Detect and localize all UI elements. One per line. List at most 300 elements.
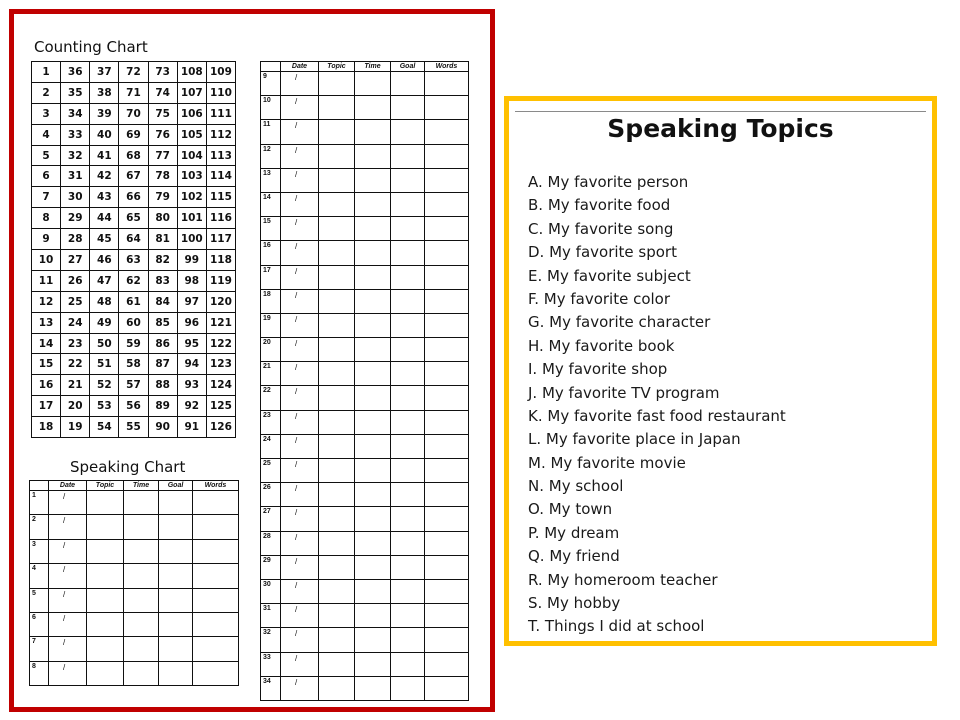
blank-cell: [87, 661, 124, 685]
blank-cell: [87, 588, 124, 612]
topic-item: J. My favorite TV program: [528, 383, 720, 402]
counting-cell: 70: [119, 103, 148, 124]
row-number: 26: [261, 483, 281, 507]
date-cell: /: [281, 579, 319, 603]
counting-row: [32, 270, 236, 291]
counting-cell: 95: [177, 333, 206, 354]
blank-cell: [391, 483, 425, 507]
speaking-row: [30, 491, 239, 515]
date-cell: /: [281, 410, 319, 434]
counting-cell: 80: [148, 208, 177, 229]
blank-cell: [124, 637, 159, 661]
counting-cell: 8: [32, 208, 61, 229]
counting-cell: 9: [32, 229, 61, 250]
blank-cell: [391, 434, 425, 458]
counting-cell: 75: [148, 103, 177, 124]
counting-cell: 116: [206, 208, 235, 229]
speaking-chart-title: Speaking Chart: [70, 458, 186, 476]
blank-cell: [193, 539, 239, 563]
counting-cell: 40: [90, 124, 119, 145]
row-number: 6: [30, 612, 49, 636]
blank-cell: [319, 265, 355, 289]
blank-cell: [124, 588, 159, 612]
blank-cell: [391, 72, 425, 96]
row-number: 11: [261, 120, 281, 144]
speaking-row: [261, 120, 469, 144]
date-cell: /: [281, 313, 319, 337]
blank-cell: [355, 289, 391, 313]
date-cell: /: [281, 604, 319, 628]
date-cell: /: [281, 676, 319, 700]
row-number: 20: [261, 338, 281, 362]
counting-cell: 87: [148, 354, 177, 375]
speaking-row: [261, 531, 469, 555]
blank-cell: [391, 531, 425, 555]
blank-cell: [391, 265, 425, 289]
row-number: 9: [261, 72, 281, 96]
row-number: 8: [30, 661, 49, 685]
speaking-header-cell: Topic: [87, 481, 124, 491]
counting-cell: 7: [32, 187, 61, 208]
row-number: 1: [30, 491, 49, 515]
counting-cell: 6: [32, 166, 61, 187]
blank-cell: [159, 564, 193, 588]
speaking-row: [30, 661, 239, 685]
counting-cell: 25: [61, 291, 90, 312]
date-cell: /: [281, 338, 319, 362]
blank-cell: [391, 338, 425, 362]
blank-cell: [193, 612, 239, 636]
blank-cell: [425, 507, 469, 531]
date-cell: /: [281, 483, 319, 507]
counting-row: [32, 375, 236, 396]
counting-cell: 58: [119, 354, 148, 375]
counting-cell: 29: [61, 208, 90, 229]
counting-row: [32, 312, 236, 333]
counting-cell: 108: [177, 62, 206, 83]
speaking-header-cell: Time: [355, 62, 391, 72]
counting-cell: 45: [90, 229, 119, 250]
counting-cell: 54: [90, 417, 119, 438]
blank-cell: [391, 96, 425, 120]
date-cell: /: [281, 217, 319, 241]
counting-cell: 102: [177, 187, 206, 208]
row-number: 19: [261, 313, 281, 337]
counting-row: [32, 250, 236, 271]
topic-item: H. My favorite book: [528, 336, 675, 355]
counting-cell: 83: [148, 270, 177, 291]
speaking-row: [261, 362, 469, 386]
row-number: 33: [261, 652, 281, 676]
topic-item: N. My school: [528, 477, 624, 496]
blank-cell: [391, 289, 425, 313]
blank-cell: [391, 628, 425, 652]
counting-cell: 34: [61, 103, 90, 124]
counting-cell: 26: [61, 270, 90, 291]
counting-cell: 43: [90, 187, 119, 208]
speaking-row: [261, 386, 469, 410]
counting-cell: 56: [119, 396, 148, 417]
speaking-row: [261, 144, 469, 168]
blank-cell: [159, 637, 193, 661]
topic-item: T. Things I did at school: [528, 617, 705, 636]
counting-cell: 35: [61, 82, 90, 103]
blank-cell: [425, 604, 469, 628]
blank-cell: [319, 241, 355, 265]
counting-cell: 36: [61, 62, 90, 83]
row-number: 24: [261, 434, 281, 458]
blank-cell: [355, 96, 391, 120]
row-number: 30: [261, 579, 281, 603]
blank-cell: [355, 652, 391, 676]
speaking-topics-panel: [504, 96, 937, 646]
counting-speaking-sheet: [9, 9, 495, 712]
date-cell: /: [281, 362, 319, 386]
speaking-row: [261, 628, 469, 652]
blank-cell: [87, 612, 124, 636]
title-rule: [515, 111, 926, 112]
speaking-row: [261, 604, 469, 628]
counting-cell: 14: [32, 333, 61, 354]
counting-cell: 65: [119, 208, 148, 229]
blank-cell: [425, 338, 469, 362]
counting-cell: 117: [206, 229, 235, 250]
speaking-header-cell: Topic: [319, 62, 355, 72]
blank-cell: [87, 564, 124, 588]
blank-cell: [124, 491, 159, 515]
blank-cell: [425, 241, 469, 265]
date-cell: /: [281, 459, 319, 483]
speaking-header-cell: Date: [281, 62, 319, 72]
counting-cell: 125: [206, 396, 235, 417]
speaking-header-cell: Date: [49, 481, 87, 491]
blank-cell: [159, 612, 193, 636]
counting-cell: 89: [148, 396, 177, 417]
counting-cell: 92: [177, 396, 206, 417]
counting-cell: 123: [206, 354, 235, 375]
blank-cell: [391, 410, 425, 434]
blank-cell: [355, 241, 391, 265]
date-cell: /: [49, 588, 87, 612]
counting-cell: 82: [148, 250, 177, 271]
counting-cell: 124: [206, 375, 235, 396]
counting-row: [32, 145, 236, 166]
blank-cell: [391, 313, 425, 337]
counting-cell: 50: [90, 333, 119, 354]
counting-cell: 97: [177, 291, 206, 312]
counting-cell: 57: [119, 375, 148, 396]
blank-cell: [355, 192, 391, 216]
blank-cell: [355, 579, 391, 603]
counting-cell: 76: [148, 124, 177, 145]
row-number: 15: [261, 217, 281, 241]
blank-cell: [319, 217, 355, 241]
counting-cell: 106: [177, 103, 206, 124]
counting-cell: 114: [206, 166, 235, 187]
speaking-row: [30, 515, 239, 539]
counting-cell: 69: [119, 124, 148, 145]
counting-cell: 10: [32, 250, 61, 271]
blank-cell: [425, 434, 469, 458]
blank-cell: [355, 338, 391, 362]
counting-cell: 48: [90, 291, 119, 312]
speaking-chart-table-2: [260, 61, 469, 701]
counting-cell: 99: [177, 250, 206, 271]
blank-cell: [425, 120, 469, 144]
counting-cell: 31: [61, 166, 90, 187]
blank-cell: [193, 637, 239, 661]
row-number: 12: [261, 144, 281, 168]
counting-cell: 23: [61, 333, 90, 354]
blank-cell: [319, 120, 355, 144]
blank-cell: [355, 313, 391, 337]
counting-cell: 59: [119, 333, 148, 354]
blank-cell: [355, 362, 391, 386]
blank-cell: [319, 386, 355, 410]
blank-cell: [355, 72, 391, 96]
row-number: 29: [261, 555, 281, 579]
counting-cell: 41: [90, 145, 119, 166]
counting-chart-title: Counting Chart: [34, 38, 148, 56]
counting-cell: 86: [148, 333, 177, 354]
date-cell: /: [281, 241, 319, 265]
blank-cell: [124, 564, 159, 588]
counting-cell: 53: [90, 396, 119, 417]
counting-cell: 30: [61, 187, 90, 208]
speaking-topics-title: Speaking Topics: [607, 114, 834, 143]
blank-cell: [319, 144, 355, 168]
counting-cell: 118: [206, 250, 235, 271]
counting-row: [32, 62, 236, 83]
counting-cell: 38: [90, 82, 119, 103]
row-number: 18: [261, 289, 281, 313]
blank-cell: [425, 96, 469, 120]
row-number: 21: [261, 362, 281, 386]
counting-cell: 109: [206, 62, 235, 83]
speaking-row: [261, 459, 469, 483]
topic-item: O. My town: [528, 500, 613, 519]
counting-cell: 11: [32, 270, 61, 291]
date-cell: /: [49, 515, 87, 539]
speaking-row: [261, 338, 469, 362]
counting-cell: 49: [90, 312, 119, 333]
speaking-row: [261, 192, 469, 216]
blank-cell: [193, 661, 239, 685]
counting-cell: 55: [119, 417, 148, 438]
topic-item: M. My favorite movie: [528, 453, 686, 472]
row-number: 16: [261, 241, 281, 265]
blank-cell: [355, 628, 391, 652]
blank-cell: [87, 491, 124, 515]
date-cell: /: [281, 555, 319, 579]
date-cell: /: [281, 265, 319, 289]
blank-cell: [87, 515, 124, 539]
blank-cell: [319, 96, 355, 120]
blank-cell: [355, 386, 391, 410]
row-number: 17: [261, 265, 281, 289]
topic-item: D. My favorite sport: [528, 243, 677, 262]
speaking-row: [261, 410, 469, 434]
date-cell: /: [49, 491, 87, 515]
speaking-row: [261, 507, 469, 531]
blank-cell: [425, 628, 469, 652]
blank-cell: [319, 459, 355, 483]
blank-cell: [391, 676, 425, 700]
counting-cell: 94: [177, 354, 206, 375]
blank-cell: [355, 265, 391, 289]
counting-cell: 52: [90, 375, 119, 396]
blank-cell: [355, 168, 391, 192]
counting-row: [32, 208, 236, 229]
counting-cell: 113: [206, 145, 235, 166]
counting-cell: 111: [206, 103, 235, 124]
counting-cell: 91: [177, 417, 206, 438]
topic-item: B. My favorite food: [528, 196, 671, 215]
counting-cell: 17: [32, 396, 61, 417]
topic-item: E. My favorite subject: [528, 266, 691, 285]
counting-cell: 78: [148, 166, 177, 187]
row-number: 5: [30, 588, 49, 612]
blank-cell: [425, 410, 469, 434]
counting-cell: 47: [90, 270, 119, 291]
blank-cell: [319, 434, 355, 458]
counting-cell: 4: [32, 124, 61, 145]
blank-cell: [391, 120, 425, 144]
blank-cell: [124, 539, 159, 563]
blank-cell: [391, 386, 425, 410]
blank-cell: [391, 579, 425, 603]
counting-cell: 66: [119, 187, 148, 208]
blank-cell: [193, 588, 239, 612]
blank-cell: [355, 531, 391, 555]
blank-cell: [319, 338, 355, 362]
date-cell: /: [281, 531, 319, 555]
counting-cell: 126: [206, 417, 235, 438]
blank-cell: [391, 362, 425, 386]
counting-cell: 110: [206, 82, 235, 103]
counting-cell: 21: [61, 375, 90, 396]
row-number: 2: [30, 515, 49, 539]
counting-row: [32, 166, 236, 187]
counting-cell: 61: [119, 291, 148, 312]
blank-cell: [391, 217, 425, 241]
blank-cell: [319, 652, 355, 676]
blank-cell: [425, 313, 469, 337]
counting-cell: 84: [148, 291, 177, 312]
counting-row: [32, 187, 236, 208]
blank-cell: [425, 72, 469, 96]
blank-cell: [391, 555, 425, 579]
blank-cell: [425, 579, 469, 603]
counting-cell: 122: [206, 333, 235, 354]
counting-cell: 42: [90, 166, 119, 187]
speaking-row: [261, 72, 469, 96]
speaking-row: [261, 676, 469, 700]
speaking-row: [261, 96, 469, 120]
counting-cell: 88: [148, 375, 177, 396]
blank-cell: [425, 676, 469, 700]
row-number: 23: [261, 410, 281, 434]
speaking-header-cell: Words: [425, 62, 469, 72]
speaking-row: [30, 588, 239, 612]
row-number: 25: [261, 459, 281, 483]
blank-cell: [425, 531, 469, 555]
topic-item: S. My hobby: [528, 594, 621, 613]
date-cell: /: [49, 539, 87, 563]
blank-cell: [193, 515, 239, 539]
blank-cell: [425, 144, 469, 168]
counting-cell: 104: [177, 145, 206, 166]
blank-cell: [355, 676, 391, 700]
date-cell: /: [281, 289, 319, 313]
row-number: 32: [261, 628, 281, 652]
counting-cell: 51: [90, 354, 119, 375]
blank-cell: [87, 637, 124, 661]
speaking-header-cell: Words: [193, 481, 239, 491]
blank-cell: [319, 192, 355, 216]
blank-cell: [391, 604, 425, 628]
counting-cell: 67: [119, 166, 148, 187]
topic-item: Q. My friend: [528, 547, 620, 566]
counting-cell: 72: [119, 62, 148, 83]
counting-cell: 85: [148, 312, 177, 333]
counting-cell: 103: [177, 166, 206, 187]
blank-cell: [319, 289, 355, 313]
topic-item: F. My favorite color: [528, 289, 671, 308]
speaking-row: [261, 168, 469, 192]
topic-item: C. My favorite song: [528, 219, 674, 238]
counting-row: [32, 354, 236, 375]
speaking-topics-list: [528, 171, 786, 639]
blank-cell: [124, 612, 159, 636]
counting-cell: 27: [61, 250, 90, 271]
blank-cell: [425, 217, 469, 241]
speaking-row: [261, 483, 469, 507]
counting-cell: 37: [90, 62, 119, 83]
date-cell: /: [49, 612, 87, 636]
blank-cell: [355, 507, 391, 531]
counting-cell: 115: [206, 187, 235, 208]
counting-cell: 1: [32, 62, 61, 83]
counting-cell: 20: [61, 396, 90, 417]
counting-cell: 62: [119, 270, 148, 291]
counting-cell: 68: [119, 145, 148, 166]
counting-cell: 77: [148, 145, 177, 166]
counting-cell: 32: [61, 145, 90, 166]
speaking-header-cell: [30, 481, 49, 491]
counting-row: [32, 396, 236, 417]
row-number: 22: [261, 386, 281, 410]
row-number: 4: [30, 564, 49, 588]
blank-cell: [124, 515, 159, 539]
blank-cell: [391, 652, 425, 676]
counting-cell: 44: [90, 208, 119, 229]
counting-cell: 15: [32, 354, 61, 375]
date-cell: /: [281, 652, 319, 676]
blank-cell: [355, 120, 391, 144]
blank-cell: [319, 555, 355, 579]
speaking-row: [261, 579, 469, 603]
blank-cell: [425, 386, 469, 410]
blank-cell: [319, 579, 355, 603]
counting-row: [32, 82, 236, 103]
blank-cell: [425, 555, 469, 579]
date-cell: /: [281, 507, 319, 531]
blank-cell: [319, 410, 355, 434]
counting-row: [32, 417, 236, 438]
row-number: 27: [261, 507, 281, 531]
blank-cell: [355, 459, 391, 483]
